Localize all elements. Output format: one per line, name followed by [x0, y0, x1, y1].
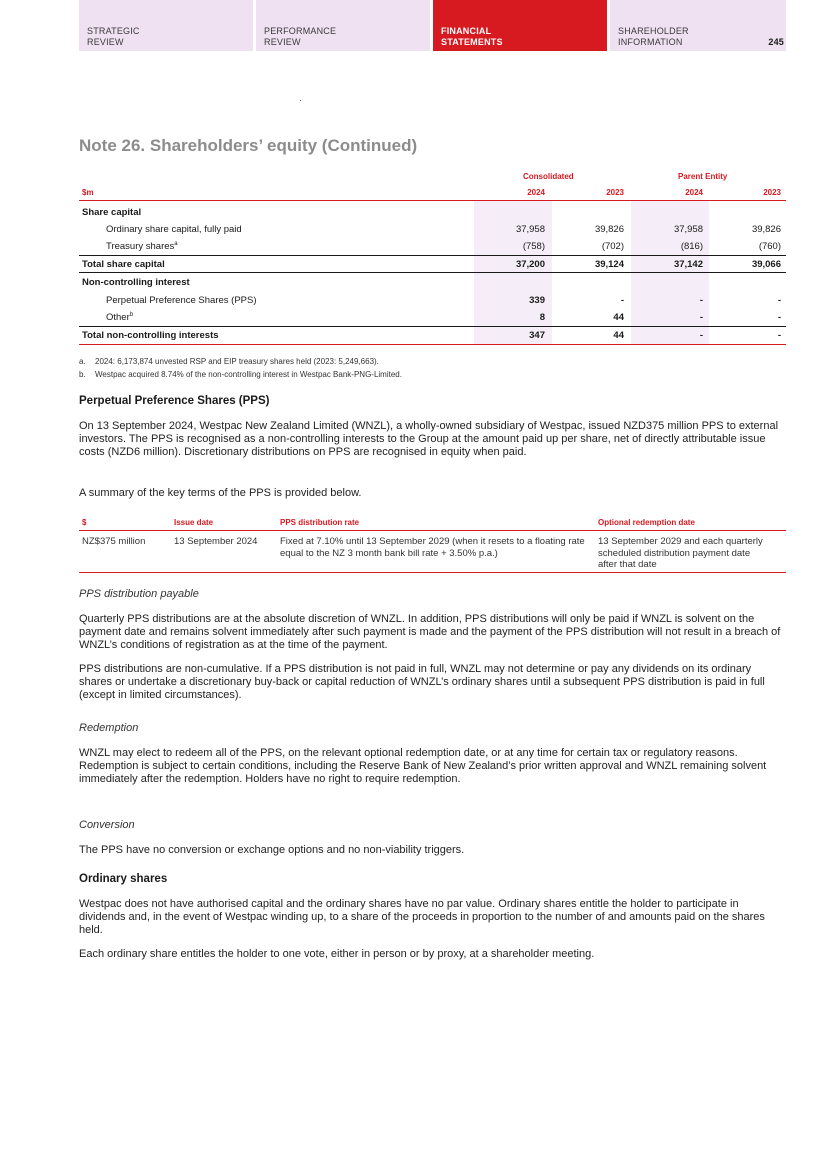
tab-label: SHAREHOLDER: [618, 26, 689, 36]
cell-value: -: [620, 295, 624, 306]
paragraph: Each ordinary share entitles the holder to one vote, either in person or by proxy, at a shareholder meeting.: [79, 948, 595, 960]
row-label-wrap: [106, 312, 133, 323]
cell-value: 347: [529, 330, 545, 341]
cell-value: (816): [680, 241, 703, 252]
row-label: Total non-controlling interests: [82, 330, 219, 341]
tab-label: PERFORMANCE: [264, 26, 337, 36]
table-row: [79, 326, 786, 343]
tab-label: INFORMATION: [618, 36, 683, 47]
cell-value: Fixed at 7.10% until 13 September 2029 (when it resets to a floating rate equal to the NZ 3 month bank bill rate + 3.50% p.a.): [280, 536, 585, 559]
footnote-key: b.: [79, 370, 86, 379]
section-heading: Perpetual Preference Shares (PPS): [79, 395, 270, 407]
cell-value: 39,826: [751, 224, 781, 235]
cell-value: 44: [613, 312, 624, 323]
cell-value: 39,826: [594, 224, 624, 235]
cell-value: 13 September 2029 and each quarterly scheduled distribution payment date after that date: [598, 536, 763, 570]
row-label: Ordinary share capital, fully paid: [106, 224, 242, 235]
subsection-heading: Redemption: [79, 722, 139, 734]
paragraph: Westpac does not have authorised capital and the ordinary shares have no par value. Ordinary shares entitle the holder to participate in dividends and, in the event of Westpac winding up, to a share of the proceeds in proportion to the number of and amounts paid on the shares held.: [79, 898, 765, 936]
row-label: Non-controlling interest: [82, 277, 190, 288]
tab-label: STRATEGIC: [87, 26, 140, 36]
year-header: 2023: [606, 188, 624, 197]
cell-value: (702): [601, 241, 624, 252]
row-label: Share capital: [82, 207, 142, 218]
paragraph: On 13 September 2024, Westpac New Zealand Limited (WNZL), a wholly-owned subsidiary of Westpac, issued NZD375 million PPS to external investors. The PPS is recognised as a non-controlling interests to the Group at the amount paid up per share, net of directly attributable issue costs (NZD6 million). Discretionary distributions on PPS are recognised in equity when paid.: [79, 420, 779, 458]
year-header: 2024: [527, 188, 545, 197]
footnote: [79, 357, 379, 366]
tab-financial-statements[interactable]: [433, 0, 607, 51]
cell-value: 8: [539, 312, 545, 323]
cell-value: 37,958: [673, 224, 703, 235]
cell-value: 39,124: [594, 259, 624, 270]
row-label: Total share capital: [82, 259, 165, 270]
group-header-consolidated: Consolidated: [523, 172, 574, 181]
row-label: Perpetual Preference Shares (PPS): [106, 295, 257, 306]
page-number: 245: [768, 37, 784, 47]
tab-shareholder-information[interactable]: [610, 0, 786, 51]
cell-value: -: [699, 330, 703, 341]
bottom-rule: [79, 572, 786, 573]
section-heading: Ordinary shares: [79, 873, 168, 885]
footnote-key: a.: [79, 357, 86, 366]
footnote-marker: a: [174, 240, 178, 247]
paragraph: Quarterly PPS distributions are at the absolute discretion of WNZL. In addition, PPS distributions will only be paid if WNZL is solvent on the payment date and remains solvent immediately after such payment is made and the payment of the PPS distribution will not result in a breach of WNZL’s conditions of registration as at the time of the payment.: [79, 613, 781, 651]
subsection-heading: Conversion: [79, 819, 135, 831]
column-header: PPS distribution rate: [280, 518, 360, 527]
cell-value: -: [777, 330, 781, 341]
year-header: 2024: [685, 188, 703, 197]
tab-label: FINANCIAL: [441, 26, 492, 36]
footnote-marker: b: [129, 311, 134, 318]
pps-terms-table: [79, 516, 786, 574]
table-row: [79, 308, 786, 325]
footnote-text: 2024: 6,173,874 unvested RSP and EIP treasury shares held (2023: 5,249,663).: [95, 357, 379, 366]
unit-header: $m: [82, 188, 94, 197]
cell-value: 37,200: [515, 259, 545, 270]
cell-value: 13 September 2024: [174, 536, 258, 547]
column-header: Issue date: [174, 518, 214, 527]
cell-value: NZ$375 million: [82, 536, 146, 547]
row-label-wrap: [106, 241, 178, 252]
header-rule: [79, 530, 786, 531]
cell-value: -: [699, 312, 703, 323]
cell-value: -: [777, 295, 781, 306]
section-nav: [79, 0, 786, 51]
year-header: 2023: [763, 188, 781, 197]
table-row: [79, 220, 786, 237]
bottom-rule: [79, 344, 786, 345]
cell-value: (760): [758, 241, 781, 252]
footnote-text: Westpac acquired 8.74% of the non-controlling interest in Westpac Bank-PNG-Limited.: [95, 370, 402, 379]
cell-value: -: [699, 295, 703, 306]
tab-label: REVIEW: [87, 36, 124, 47]
tab-strategic-review[interactable]: [79, 0, 253, 51]
table-row: [79, 203, 786, 220]
table-row: [79, 291, 786, 308]
cell-value: (758): [522, 241, 545, 252]
subsection-heading: PPS distribution payable: [79, 588, 199, 600]
group-header-parent: Parent Entity: [678, 172, 728, 181]
footnote: [79, 370, 402, 379]
stray-mark: [300, 100, 301, 101]
header-rule: [79, 200, 786, 201]
tab-label: STATEMENTS: [441, 36, 503, 47]
cell-value: -: [777, 312, 781, 323]
paragraph: PPS distributions are non-cumulative. If a PPS distribution is not paid in full, WNZL may not determine or pay any dividends on its ordinary shares or undertake a discretionary buy-back or capital reduction of WNZL’s ordinary shares until a subsequent PPS distribution is paid in full (except in limited circumstances).: [79, 663, 765, 701]
paragraph: A summary of the key terms of the PPS is provided below.: [79, 487, 362, 499]
cell-value: 37,142: [673, 259, 703, 270]
column-header: $: [82, 518, 87, 527]
paragraph: WNZL may elect to redeem all of the PPS, on the relevant optional redemption date, or at any time for certain tax or regulatory reasons. Redemption is subject to certain conditions, including the Reserve Bank of New Zealand’s prior written approval and WNZL remaining solvent immediately after the redemption. Holders have no right to require redemption.: [79, 747, 767, 785]
cell-value: 37,958: [515, 224, 545, 235]
column-header: Optional redemption date: [598, 518, 695, 527]
cell-value: 44: [613, 330, 624, 341]
row-label: Other: [106, 312, 130, 323]
cell-value: 39,066: [751, 259, 781, 270]
cell-value: 339: [529, 295, 545, 306]
paragraph: The PPS have no conversion or exchange options and no non-viability triggers.: [79, 844, 465, 856]
table-row: [79, 255, 786, 272]
row-label: Treasury shares: [106, 241, 175, 252]
page-title: Note 26. Shareholders’ equity (Continued): [79, 136, 418, 155]
table-row: [79, 273, 786, 290]
table-row: [79, 237, 786, 254]
tab-label: REVIEW: [264, 36, 301, 47]
tab-performance-review[interactable]: [256, 0, 430, 51]
